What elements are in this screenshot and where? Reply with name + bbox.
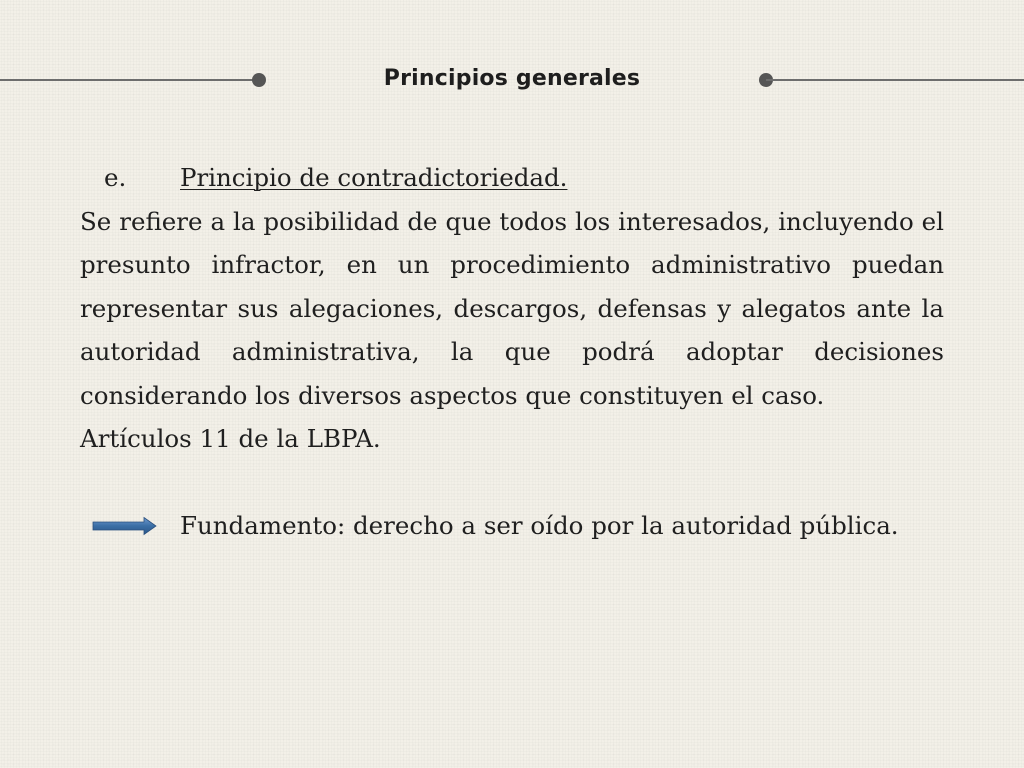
header-rule-right xyxy=(766,79,1024,81)
legal-reference: Artículos 11 de la LBPA. xyxy=(80,424,381,453)
slide-header xyxy=(0,58,1024,102)
fundamento-paragraph xyxy=(80,504,944,548)
section-letter: e. xyxy=(104,163,127,192)
spacer xyxy=(80,461,944,505)
fundamento-text: Fundamento: derecho a ser oído por la autoridad pública. xyxy=(180,511,899,540)
section-paragraph: Se refiere a la posibilidad de que todos los interesados, incluyendo el presunto infractor, en un procedimiento administrativo puedan representar sus alegaciones, descargos, defensas y alegatos ante la autoridad administrativa, la que podrá adoptar decisiones considerando los diversos aspectos que constituyen el caso. xyxy=(80,206,944,410)
section-heading xyxy=(80,156,944,200)
slide-content xyxy=(80,156,944,548)
slide-title: Principios generales xyxy=(383,66,641,91)
right-arrow-icon xyxy=(80,516,180,536)
section-heading-text: Principio de contradictoriedad. xyxy=(180,163,568,192)
